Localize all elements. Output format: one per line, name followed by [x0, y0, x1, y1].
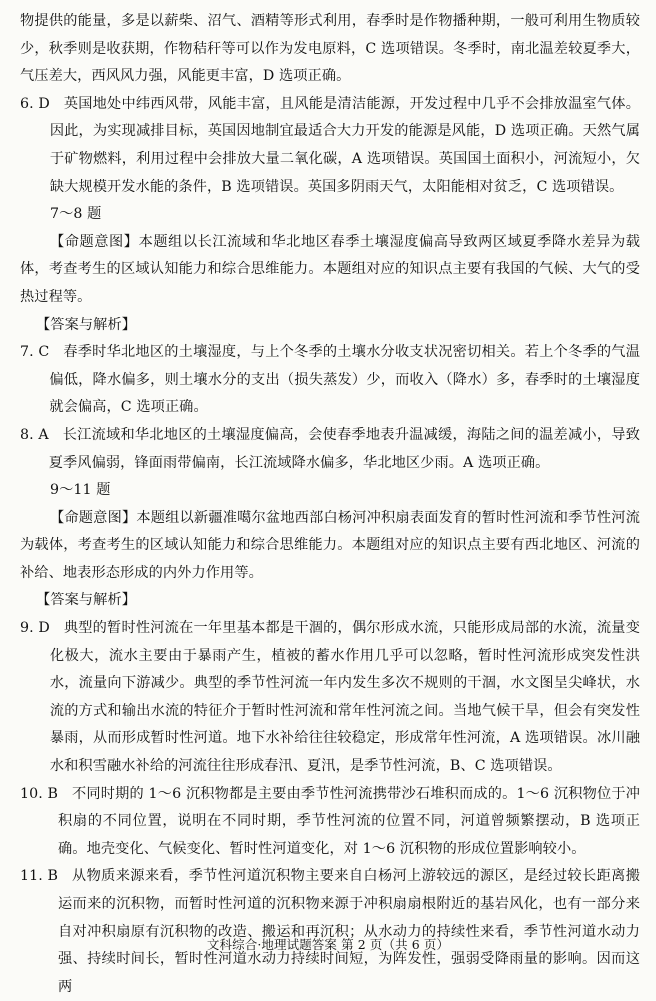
answer-item-9 [20, 615, 640, 781]
answer-explanation: 从物质来源来看，季节性河道沉积物主要来自白杨河上游较远的源区，是经过较长距离搬运而来的沉积物，而暂时性河道的沉积物来源于冲积扇扇根附近的基岩风化，也有一部分来自对冲积扇原有沉积物的改造、搬运和再沉积；从水动力的持续性来看，季节性河道水动力强、持续时间长，暂时性河道水动力持续时间短，为阵发性，强弱受降雨量的影响。因而这两 [58, 868, 640, 995]
question-number: 6. D [20, 95, 50, 112]
question-number: 9. D [20, 620, 50, 637]
answer-item-7 [20, 339, 640, 422]
answer-item-6 [20, 91, 640, 201]
page-footer: 文科综合·地理试题答案 第 2 页（共 6 页） [206, 937, 450, 952]
answer-item-11 [20, 863, 640, 1001]
question-number: 10. B [20, 785, 58, 802]
question-number: 7. C [20, 344, 50, 361]
intent-paragraph: 【命题意图】本题组以长江流域和华北地区春季土壤湿度偏高导致两区域夏季降水差异为载体，考查考生的区域认知能力和综合思维能力。本题组对应的知识点主要有我国的气候、大气的受热过程等。 [20, 233, 640, 305]
answer-explanation: 长江流域和华北地区的土壤湿度偏高，会使春季地表升温减缓，海陆之间的温差减小，导致夏季风偏弱，锋面雨带偏南，长江流域降水偏多，华北地区少雨。A 选项正确。 [48, 426, 640, 471]
paragraph-continuation: 物提供的能量，多是以薪柴、沼气、酒精等形式利用，春季时是作物播种期，一般可利用生物质较少，秋季则是收获期，作物秸秆等可以作为发电原料，C 选项错误。冬季时，南北温差较夏季大，气压差大，西风风力强，风能更丰富，D 选项正确。 [20, 13, 640, 85]
answer-explanation: 典型的暂时性河流在一年里基本都是干涸的，偶尔形成水流，只能形成局部的水流，流量变化极大，流水主要由于暴雨产生，植被的蓄水作用几乎可以忽略，暂时性河流形成突发性洪水，流量向下游减少。典型的季节性河流一年内发生多次不规则的干涸，水文图呈尖峰状，水流的方式和输出水流的特征介于暂时性河流和常年性河流之间。当地气候干旱，但会有突发性暴雨，从而形成暂时性河道。地下水补给往往较稳定，形成常年性河流，A 选项错误。冰川融水和积雪融水补给的河流往往形成春汛、夏汛，是季节性河流，B、C 选项错误。 [49, 620, 640, 775]
answer-explanation: 春季时华北地区的土壤湿度，与上个冬季的土壤水分收支状况密切相关。若上个冬季的气温偏低，降水偏多，则土壤水分的支出（损失蒸发）少，而收入（降水）多，春季时的土壤湿度就会偏高，C 选项正确。 [49, 344, 640, 416]
answer-explanation: 不同时期的 1～6 沉积物都是主要由季节性河流携带沙石堆积而成的。1～6 沉积物位于冲积扇的不同位置，说明在不同时期，季节性河流的位置不同，河道曾频繁摆动，B 选项正确。地壳变化、气候变化、暂时性河道变化，对 1～6 沉积物的形成位置影响较小。 [58, 785, 640, 857]
question-range-heading: 7～8 题 [50, 206, 102, 223]
answer-item-10 [20, 781, 640, 864]
answer-section-label: 【答案与解析】 [36, 316, 137, 333]
answer-item-8 [20, 422, 640, 477]
answer-explanation: 英国地处中纬西风带，风能丰富，且风能是清洁能源，开发过程中几乎不会排放温室气体。因此，为实现减排目标，英国因地制宜最适合大力开发的能源是风能，D 选项正确。天然气属于矿物燃料，利用过程中会排放大量二氧化碳，A 选项错误。英国国土面积小，河流短小，欠缺大规模开发水能的条件，B 选项错误。英国多阴雨天气，太阳能相对贫乏，C 选项错误。 [49, 95, 640, 195]
question-range-heading: 9～11 题 [50, 482, 111, 499]
intent-paragraph: 【命题意图】本题组以新疆准噶尔盆地西部白杨河冲积扇表面发育的暂时性河流和季节性河流为载体，考查考生的区域认知能力和综合思维能力。本题组对应的知识点主要有西北地区、河流的补给、地表形态形成的内外力作用等。 [20, 509, 640, 581]
answer-section-label: 【答案与解析】 [36, 592, 137, 609]
question-number: 8. A [20, 426, 49, 443]
question-number: 11. B [20, 868, 58, 885]
